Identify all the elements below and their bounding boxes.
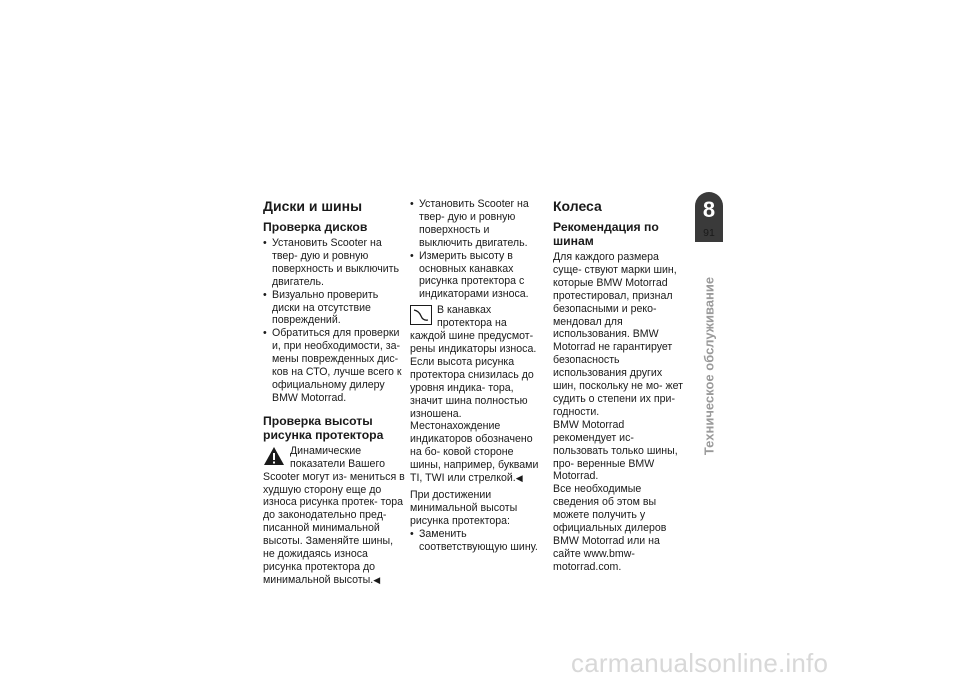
section-heading-tire-recommendation: Рекомендация по шинам <box>553 220 659 248</box>
chapter-number: 8 <box>702 197 716 222</box>
rim-check-list <box>263 237 406 405</box>
section-heading-tread-depth: Проверка высоты рисунка протектора <box>263 413 384 442</box>
chapter-title: Техническое обслуживание <box>701 276 717 456</box>
list-item: • Установить Scooter на твер- дую и ровную поверхность и выключить двигатель. <box>263 237 406 289</box>
paragraph: Все необходимые сведения об этом вы можете получить у официальных дилеров BMW Motorrad или на сайте www.bmw-motorrad.com. <box>553 483 667 573</box>
paragraph: BMW Motorrad рекомендует ис- пользовать только шины, про- веренные BMW Motorrad. <box>553 418 678 483</box>
list-item: • Визуально проверить диски на отсутствие повреждений. <box>263 289 406 328</box>
paragraph: При достижении минимальной высоты рисунка протектора: <box>410 488 518 527</box>
info-note <box>410 304 545 485</box>
list-item: • Заменить соответствующую шину. <box>410 528 545 554</box>
measure-steps-list <box>410 198 545 301</box>
warning-note <box>263 445 406 587</box>
warning-triangle-icon <box>263 446 285 466</box>
end-mark-icon: ◀ <box>373 574 381 585</box>
end-mark-icon: ◀ <box>515 473 523 484</box>
replace-steps-list <box>410 528 545 554</box>
section-title-wheels: Колеса <box>553 198 602 214</box>
tire-tread-icon <box>410 305 432 325</box>
paragraph: Для каждого размера суще- ствуют марки шин, которые BMW Motorrad протестировал, признал безопасными и реко- мендовал для использования. BMW Motorrad не гарантирует безопасность использования других шин, поскольку не мо- жет судить о степени их при- годности. <box>553 251 683 418</box>
page-number: 91 <box>703 227 715 239</box>
list-item: • Измерить высоту в основных канавках рисунка протектора с индикаторами износа. <box>410 250 545 302</box>
warning-text: Динамические показатели Вашего Scooter могут из- мениться в худшую сторону еще до износа рисунка протек- тора до законодательно пред- писанной минимальной высоты. Заменяйте шины, не дожидаясь износа рисунка протектора до минимальной высоты. <box>263 444 405 586</box>
column-1 <box>263 198 406 587</box>
info-note-text: В канавках протектора на каждой шине предусмот- рены индикаторы износа. Если высота рисунка протектора снизилась до уровня индика- тора, значит шина полностью изношена. Местонахождение индикаторов обозначено на бо- ковой стороне шины, например, буквами TI, TWI или стрелкой. <box>410 304 539 485</box>
column-2 <box>410 198 545 553</box>
section-heading-rim-check: Проверка дисков <box>263 220 368 234</box>
list-item: • Установить Scooter на твер- дую и ровную поверхность и выключить двигатель. <box>410 198 545 250</box>
column-3 <box>553 198 687 574</box>
list-item: • Обратиться для проверки и, при необходимости, за- мены поврежденных дис- ков на СТО, лучше всего к официальному дилеру BMW Motorrad. <box>263 327 406 404</box>
page-title: Диски и шины <box>263 198 363 214</box>
watermark: carmanualsonline.info <box>571 648 829 678</box>
